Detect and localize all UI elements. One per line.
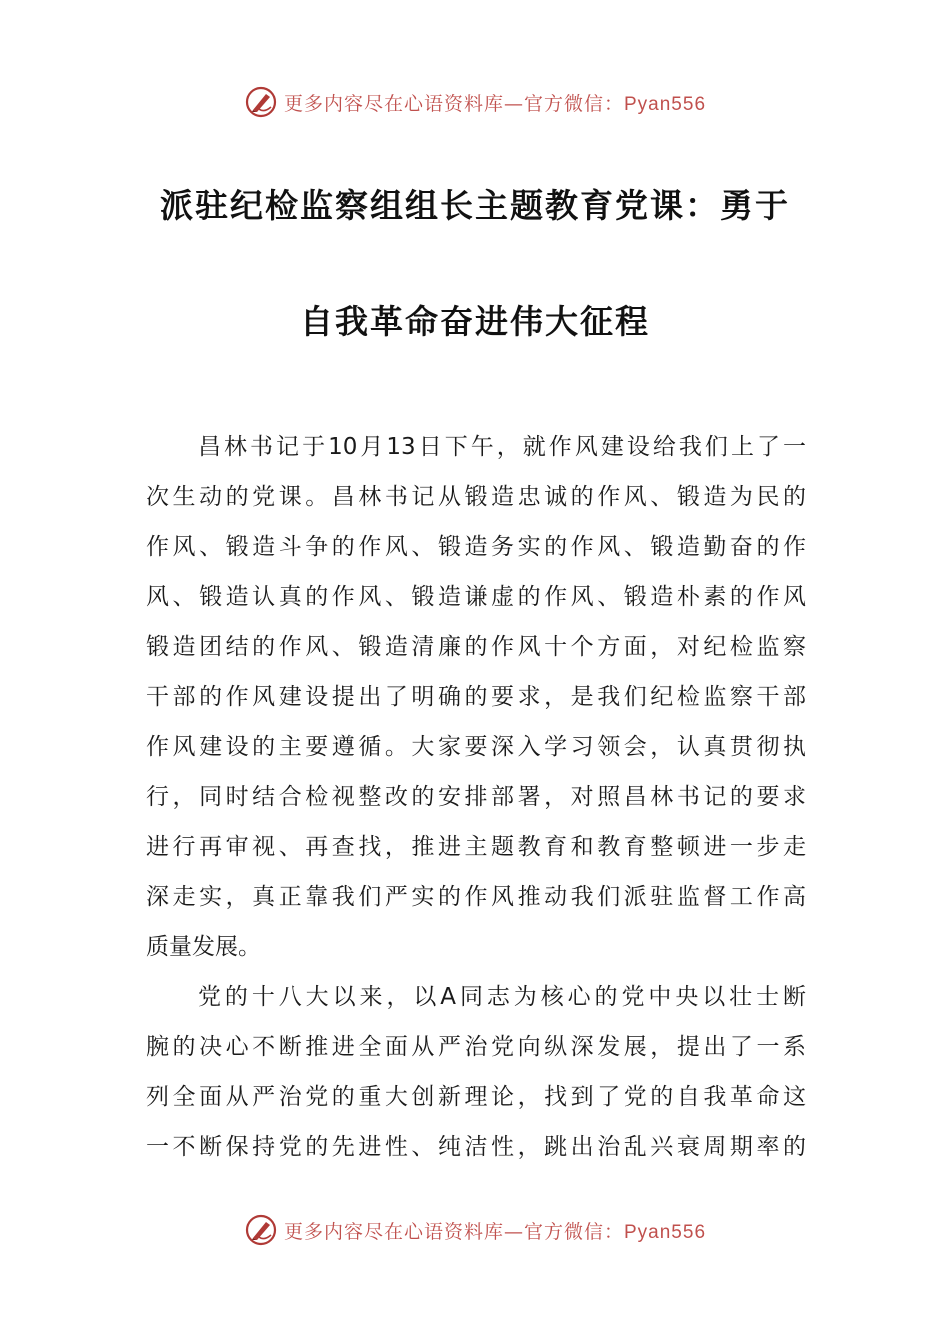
text-line: 干部的作风建设提出了明确的要求，是我们纪检监察干部	[146, 684, 806, 710]
text-line: 次生动的党课。昌林书记从锻造忠诚的作风、锻造为民的	[146, 484, 806, 510]
pen-circle-logo-icon	[244, 85, 278, 119]
page-title-line-2: 自我革命奋进伟大征程	[300, 302, 650, 341]
paragraph-1	[146, 422, 806, 972]
text-line: 风、锻造认真的作风、锻造谦虚的作风、锻造朴素的作风	[146, 584, 806, 610]
text-line: 进行再审视、再查找，推进主题教育和教育整顿进一步走	[146, 834, 806, 860]
footer-watermark-banner	[0, 1210, 950, 1250]
text-line: 党的十八大以来，以A同志为核心的党中央以壮士断	[198, 984, 806, 1010]
page-title-line-1: 派驻纪检监察组组长主题教育党课：勇于	[160, 186, 790, 225]
text-line: 昌林书记于10月13日下午，就作风建设给我们上了一	[198, 434, 806, 460]
text-line: 作风、锻造斗争的作风、锻造务实的作风、锻造勤奋的作	[146, 534, 806, 560]
text-line: 深走实，真正靠我们严实的作风推动我们派驻监督工作高	[146, 884, 806, 910]
pen-circle-logo-icon	[244, 1213, 278, 1247]
wechat-id: Pyan556	[624, 93, 707, 115]
text-line: 行，同时结合检视整改的安排部署，对照昌林书记的要求	[146, 784, 806, 810]
text-line: 列全面从严治党的重大创新理论，找到了党的自我革命这	[146, 1084, 806, 1110]
header-watermark-text: 更多内容尽在心语资料库—官方微信：Pyan556	[283, 92, 707, 115]
wechat-id: Pyan556	[624, 1221, 707, 1243]
header-watermark-banner	[0, 82, 950, 122]
document-body	[146, 422, 806, 1172]
paragraph-2	[146, 972, 806, 1172]
footer-watermark-text: 更多内容尽在心语资料库—官方微信：Pyan556	[283, 1220, 707, 1243]
text-line: 锻造团结的作风、锻造清廉的作风十个方面，对纪检监察	[146, 634, 806, 660]
text-line: 作风建设的主要遵循。大家要深入学习领会，认真贯彻执	[146, 734, 806, 760]
text-line: 质量发展。	[146, 934, 261, 960]
text-line: 一不断保持党的先进性、纯洁性，跳出治乱兴衰周期率的	[146, 1134, 806, 1160]
text-line: 腕的决心不断推进全面从严治党向纵深发展，提出了一系	[146, 1034, 806, 1060]
